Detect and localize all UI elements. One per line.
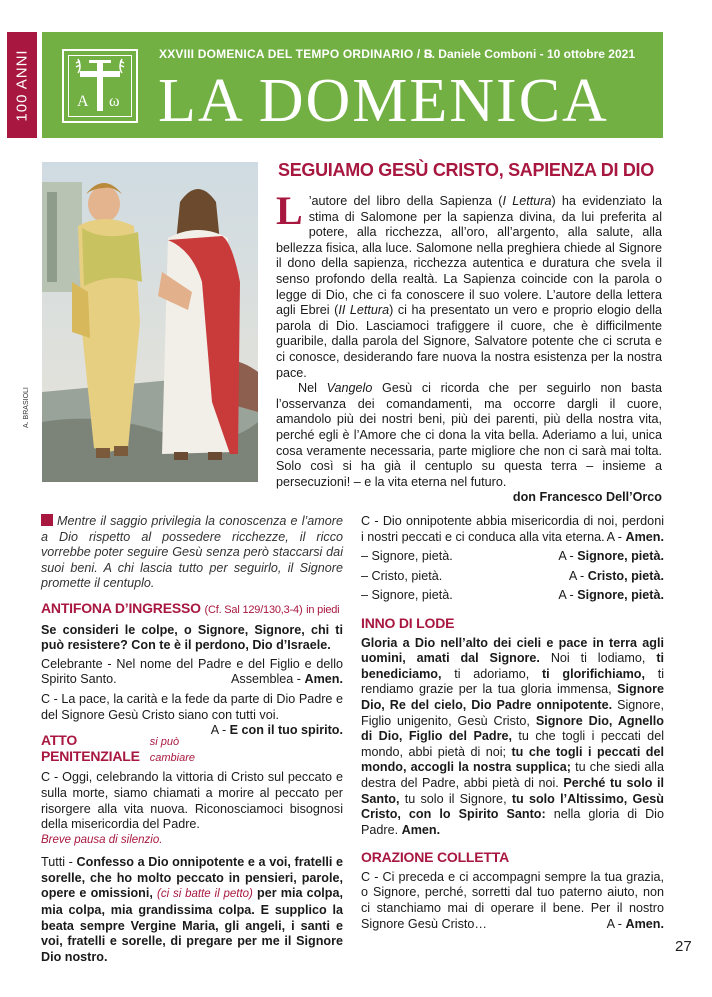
absolution-text: C - Dio onnipotente abbia misericordia di noi, perdoni i nostri peccati e ci conduca alla vita eterna. A - Amen. [361, 514, 664, 544]
article-signature: don Francesco Dell’Orco [512, 490, 662, 505]
anniversary-label: 100 ANNI [13, 48, 31, 122]
kyrie-list [361, 549, 664, 604]
anniversary-tab [7, 32, 37, 138]
svg-text:A: A [77, 93, 89, 110]
orazione-text: C - Ci preceda e ci accompagni sempre la tua grazia, o Signore, perché, sorretti dal tuo paterno aiuto, non ci stanchiamo mai di operare il bene. Per il nostro Signore Gesù Cristo… A - Amen. [361, 869, 664, 931]
article-paragraph-1: L ’autore del libro della Sapienza (I Lettura) ha evidenziato la stima di Salomone per la sapienza divina, da lui preferita al potere, alla ricchezza, all’oro, all’argento, alla salute, alla bellezza fisica, alla luce. Salomone nella preghiera chiede al Signore il dono della sapienza, ricchezza autentica e duratura che svela il senso profondo della realtà. La Sapienza coincide con la parola o legge di Dio, che ci fa conoscere il suo volere. L’autore della lettera agli Ebrei (II Lettura) ci ha presentato un vero e proprio elogio della parola di Dio. Lasciamoci trafiggere il cuore, che è difficilmente guaribile, dalla parola del Signore, Salvatore potente che ci scruta e ci conosce, desiderando fare nuova la nostra esistenza per la nostra pace. [276, 188, 662, 380]
illustration-credit: A. BRASIOLI [23, 387, 30, 428]
antifona-text: Se consideri le colpe, o Signore, Signore, chi ti può resistere? Con te è il perdono, Dio d’Israele. [41, 622, 343, 653]
masthead-title: LA DOMENICA [158, 67, 609, 135]
square-bullet-icon [41, 514, 53, 526]
silence-pause: Breve pausa di silenzio. [41, 833, 163, 846]
orazione-heading: ORAZIONE COLLETTA [361, 849, 509, 866]
atto-text: C - Oggi, celebrando la vittoria di Cristo sul peccato e sulla morte, siamo chiamati a morire al peccato per risorgere alla vita nuova. Riconosciamoci bisognosi della misericordia del Padre. [41, 770, 343, 832]
confiteor-text: Tutti - Confesso a Dio onnipotente e a voi, fratelli e sorelle, che ho molto peccato in pensieri, parole, opere e omissioni, (ci si batte il petto) per mia colpa, mia colpa, mia grandissima colpa. E supplico la beata sempre Vergine Maria, gli angeli, i santi e voi, fratelli e sorelle, di pregare per me il Signore Dio nostro. [41, 855, 343, 964]
atto-heading: ATTO PENITENZIALE [41, 732, 140, 764]
intro-text: Mentre il saggio privilegia la conoscenza e l’amore a Dio rispetto al possedere ricchezze, il ricco vorrebbe poter seguire Gesù senza però staccarsi dai suoi beni. A chi lascia tutto per seguirlo, il Signore promette il centuplo. [41, 514, 343, 591]
kyrie-row-2: – Cristo, pietà. A - Cristo, pietà. [361, 568, 664, 583]
jesus-rich-young-man-illustration [42, 162, 258, 482]
right-column [361, 514, 664, 932]
left-column [41, 514, 343, 965]
svg-text:ω: ω [109, 93, 120, 110]
atto-note: si può cambiare [149, 736, 195, 764]
cross-logo-icon [62, 49, 138, 123]
article-title: SEGUIAMO GESÙ CRISTO, SAPIENZA DI DIO [278, 160, 654, 180]
inno-heading: INNO DI LODE [361, 614, 455, 631]
peace-greeting: C - La pace, la carità e la fede da parte di Dio Padre e del Signore Gesù Cristo siano con tutti voi. A - E con il tuo spirito. [41, 691, 343, 738]
page-number: 27 [675, 938, 692, 955]
liturgical-date: XXVIII DOMENICA DEL TEMPO ORDINARIO / B [159, 47, 433, 61]
celebrante-text: Celebrante - Nel nome del Padre e del Figlio e dello Spirito Santo. Assemblea - Amen. [41, 656, 343, 687]
article-paragraph-2: Nel Vangelo Gesù ci ricorda che per seguirlo non basta l’osservanza dei comandamenti, ma occorre dargli il cuore, amandolo più dei nostri beni, più dei parenti, più della nostra vita, perché egli è l’Amore che ci dona la vita bella. Aderiamo a lui, unica cosa veramente necessaria, parte migliore che non ci sarà mai tolta. Solo così si ha già il centuplo su questa terra – insieme a persecuzioni! – e la vita eterna nel futuro. [276, 381, 662, 489]
kyrie-row-1: – Signore, pietà. A - Signore, pietà. [361, 549, 664, 564]
gloria-text: Gloria a Dio nell’alto dei cieli e pace in terra agli uomini, amati dal Signore. Noi ti lodiamo, ti benediciamo, ti adoriamo, ti glorifichiamo, ti rendiamo grazie per la tua gloria immensa, Signore Dio, Re del cielo, Dio Padre onnipotente. Signore, Figlio unigenito, Gesù Cristo, Signore Dio, Agnello di Dio, Figlio del Padre, tu che togli i peccati del mondo, abbi pietà di noi; tu che togli i peccati del mondo, accogli la nostra supplica; tu che siedi alla destra del Padre, abbi pietà di noi. Perché tu solo il Santo, tu solo il Signore, tu solo l’Altissimo, Gesù Cristo, con lo Spirito Santo: nella gloria di Dio Padre. Amen. [361, 635, 665, 837]
saint-date: S. Daniele Comboni - 10 ottobre 2021 [423, 47, 635, 61]
antifona-heading: ANTIFONA D’INGRESSO (Cf. Sal 129/130,3-4) in piedi [41, 599, 340, 616]
atto-heading-row [41, 733, 211, 766]
masthead-banner [42, 32, 663, 138]
kyrie-row-3: – Signore, pietà. A - Signore, pietà. [361, 588, 664, 603]
drop-cap: L [276, 188, 303, 233]
article-body [276, 188, 662, 506]
